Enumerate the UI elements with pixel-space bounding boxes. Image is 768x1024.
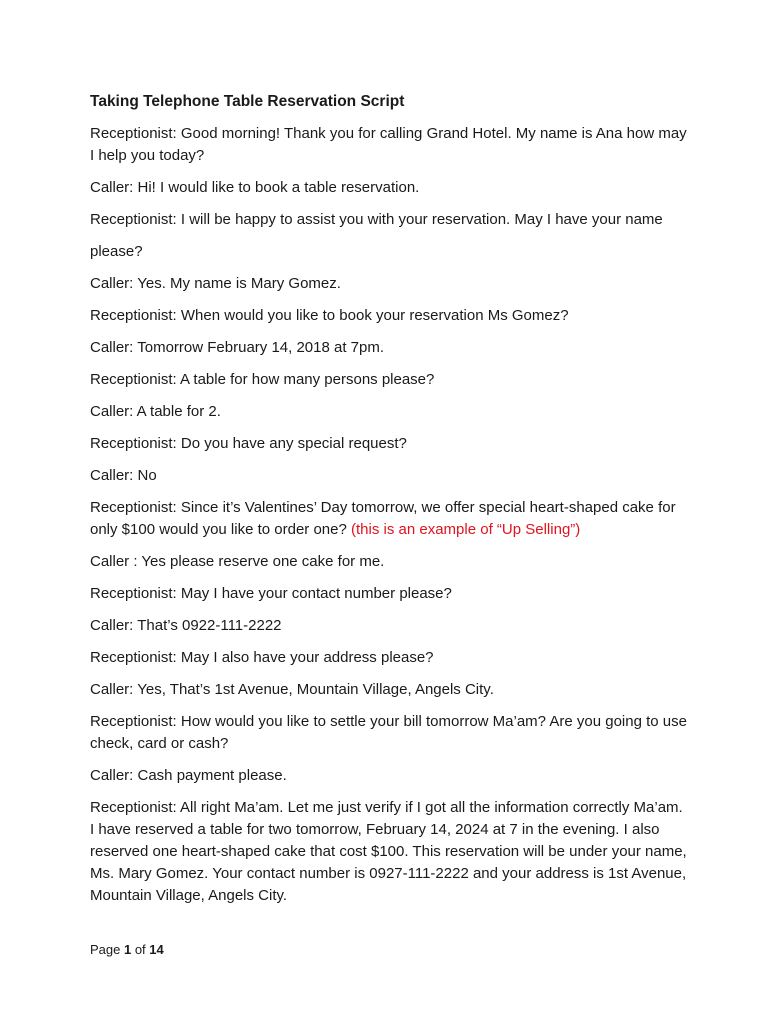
dialogue-line: Receptionist: Good morning! Thank you for calling Grand Hotel. My name is Ana how may I help you today? [90, 125, 687, 164]
page-of-label: of [131, 942, 150, 957]
dialogue-line: Receptionist: A table for how many persons please? [90, 371, 435, 388]
dialogue-line: Receptionist: May I have your contact number please? [90, 585, 452, 602]
dialogue-line: Receptionist: All right Ma’am. Let me just verify if I got all the information correctly Ma’am. I have reserved a table for two tomorrow, February 14, 2024 at 7 in the evening. I also reserved one heart-shaped cake that cost $100. This reservation will be under your name, Ms. Mary Gomez. Your contact number is 0927-111-2222 and your address is 1st Avenue, Mountain Village, Angels City. [90, 799, 687, 904]
dialogue-line: Receptionist: When would you like to book your reservation Ms Gomez? [90, 307, 569, 324]
dialogue-line: Receptionist: I will be happy to assist you with your reservation. May I have your name please? [90, 211, 663, 260]
dialogue-line: Caller: Tomorrow February 14, 2018 at 7pm. [90, 339, 385, 356]
dialogue-line: Caller: A table for 2. [90, 403, 221, 420]
page-total: 14 [149, 942, 164, 957]
dialogue-line: Caller: Yes, That’s 1st Avenue, Mountain Village, Angels City. [90, 681, 494, 698]
dialogue-line: Receptionist: Do you have any special request? [90, 435, 407, 452]
dialogue-line: Caller: No [90, 467, 157, 484]
dialogue-line-upsell [90, 497, 690, 541]
document-title: Taking Telephone Table Reservation Script [90, 93, 405, 110]
dialogue-line: Receptionist: How would you like to settle your bill tomorrow Ma’am? Are you going to use check, card or cash? [90, 713, 687, 752]
page-current: 1 [123, 942, 132, 957]
dialogue-text: Receptionist: Since it’s Valentines’ Day tomorrow, we offer special heart-shaped cake for only $100 would you like to order one? [90, 499, 676, 538]
dialogue-line: Receptionist: May I also have your address please? [90, 649, 434, 666]
dialogue-line: Caller : Yes please reserve one cake for me. [90, 553, 385, 570]
dialogue-line: Caller: That’s 0922-111-2222 [90, 617, 282, 634]
dialogue-line: Caller: Yes. My name is Mary Gomez. [90, 275, 341, 292]
page-footer [90, 940, 164, 960]
document-body [90, 91, 690, 917]
dialogue-line: Caller: Hi! I would like to book a table reservation. [90, 179, 420, 196]
upselling-note: (this is an example of “Up Selling”) [351, 521, 581, 538]
dialogue-line: Caller: Cash payment please. [90, 767, 287, 784]
page-label: Page [90, 942, 124, 957]
